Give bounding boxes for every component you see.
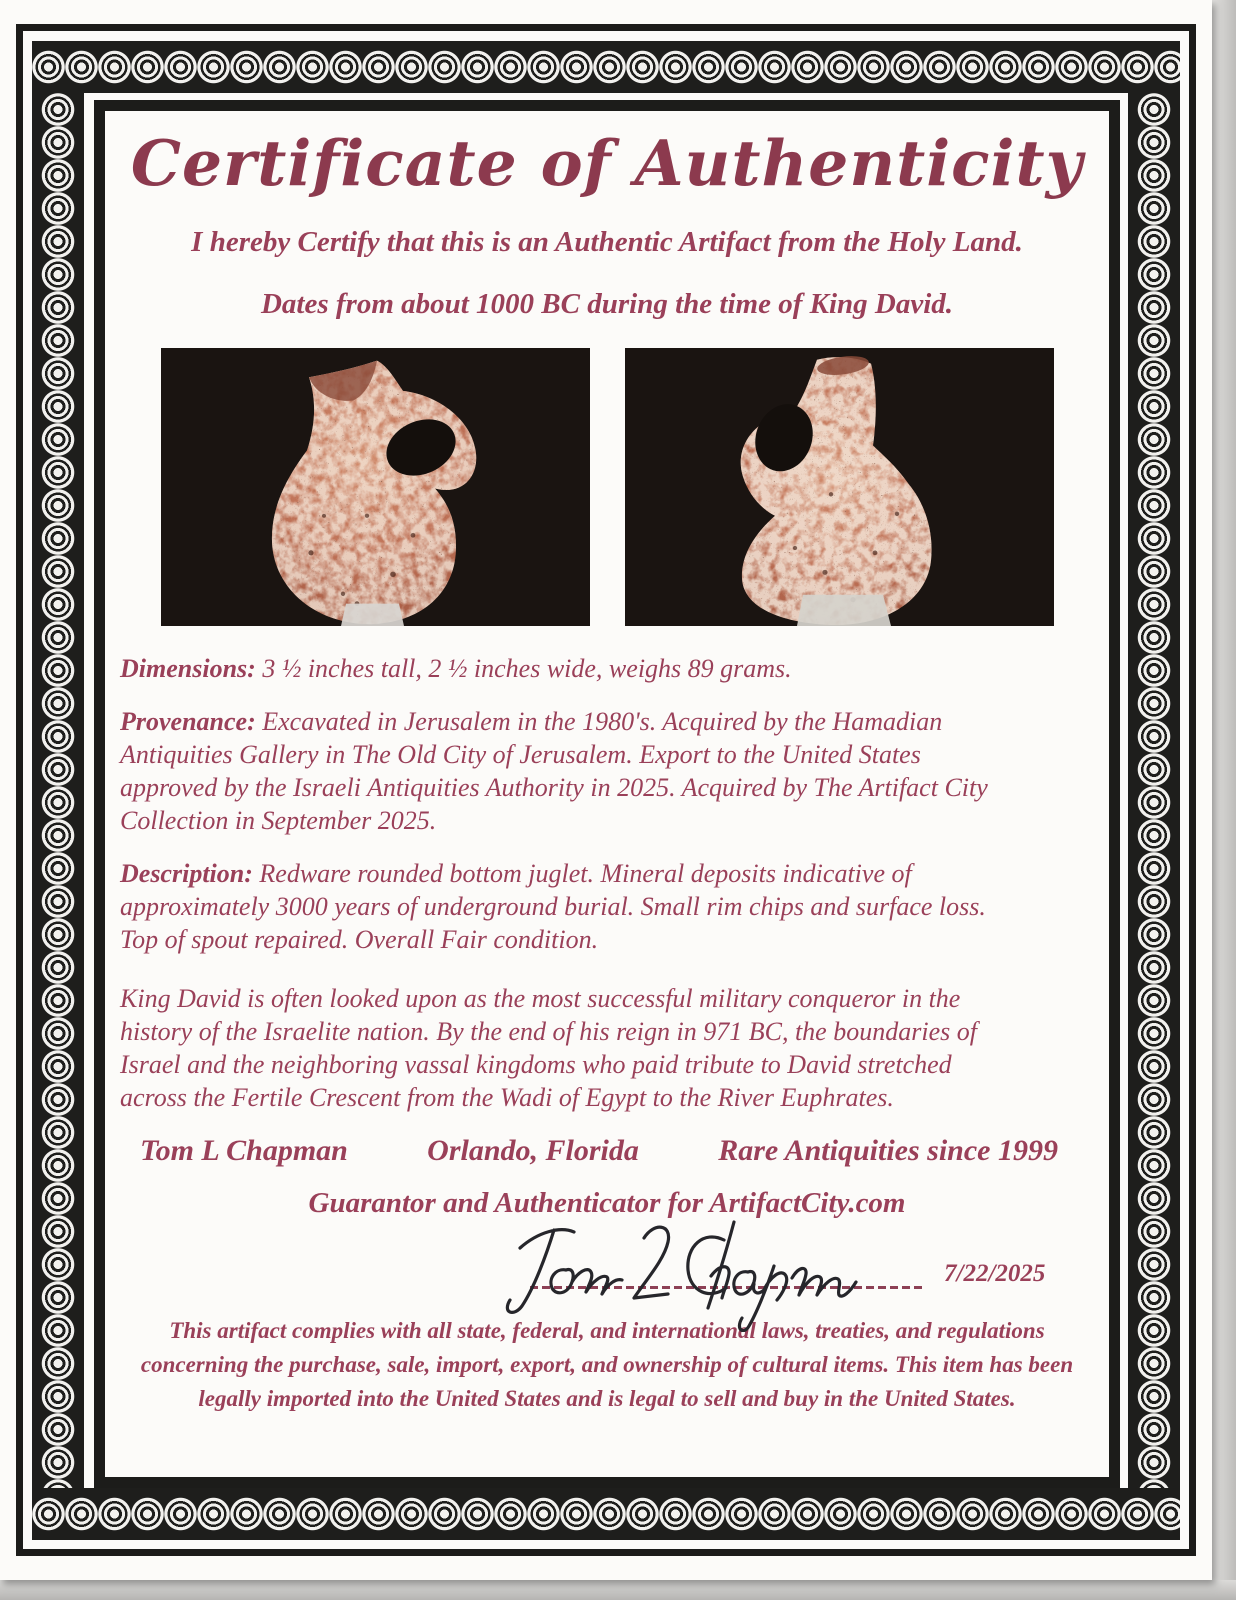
scanner-edge-bottom	[0, 1580, 1236, 1600]
border-band-left	[32, 93, 84, 1488]
certificate-title: Certificate of Authenticity	[130, 126, 1084, 200]
signer-row	[106, 1132, 1108, 1170]
signer-location: Orlando, Florida	[427, 1134, 639, 1167]
description-paragraph	[120, 857, 1016, 956]
guarantor-line: Guarantor and Authenticator for ArtifactCity.com	[308, 1187, 906, 1219]
signer-name: Tom L Chapman	[140, 1134, 348, 1167]
certify-statement: I hereby Certify that this is an Authentic Artifact from the Holy Land.	[191, 226, 1023, 258]
provenance-text: Excavated in Jerusalem in the 1980's. Acquired by the Hamadian Antiquities Gallery in The Old City of Jerusalem. Export to the United States approved by the Israeli Antiquities Authority in 2025. Acquired by The Artifact City Collection in September 2025.	[120, 707, 988, 835]
provenance-label: Provenance:	[120, 707, 256, 736]
signature-date: 7/22/2025	[944, 1260, 1046, 1287]
border-band-top	[32, 41, 1180, 93]
border-band-right	[1128, 93, 1180, 1488]
artifact-photo-right	[625, 348, 1054, 626]
dimensions-paragraph	[120, 652, 1016, 685]
signer-tagline: Rare Antiquities since 1999	[718, 1134, 1058, 1167]
juglet-right-stand	[797, 595, 891, 626]
description-label: Description:	[120, 859, 253, 888]
history-paragraph: King David is often looked upon as the most successful military conqueror in the history of the Israelite nation. By the end of his reign in 971 BC, the boundaries of Israel and the neighboring vassal kingdoms who paid tribute to David stretched across the Fertile Crescent from the Wadi of Egypt to the River Euphrates.	[120, 984, 977, 1112]
dimensions-text: 3 ½ inches tall, 2 ½ inches wide, weighs 89 grams.	[255, 654, 792, 683]
border-band-bottom	[32, 1488, 1180, 1540]
legal-paragraph: This artifact complies with all state, federal, and international laws, treaties, and regulations concerning the purchase, sale, import, export, and ownership of cultural items. This item has been legally imported into the United States and is legal to sell and buy in the United States.	[140, 1318, 1074, 1411]
signature-block	[106, 1222, 1108, 1308]
provenance-paragraph	[120, 705, 1016, 837]
artifact-photos	[106, 348, 1108, 626]
juglet-left-stand	[341, 604, 404, 626]
description-text: Redware rounded bottom juglet. Mineral deposits indicative of approximately 3000 years of underground burial. Small rim chips and surface loss. Top of spout repaired. Overall Fair condition.	[120, 859, 986, 954]
dating-statement: Dates from about 1000 BC during the time of King David.	[260, 288, 954, 320]
scanner-edge-right	[1210, 0, 1236, 1600]
certificate-content	[106, 108, 1108, 1480]
artifact-photo-left	[161, 348, 590, 626]
signature-handwriting	[494, 1214, 914, 1332]
dimensions-label: Dimensions:	[120, 654, 256, 683]
